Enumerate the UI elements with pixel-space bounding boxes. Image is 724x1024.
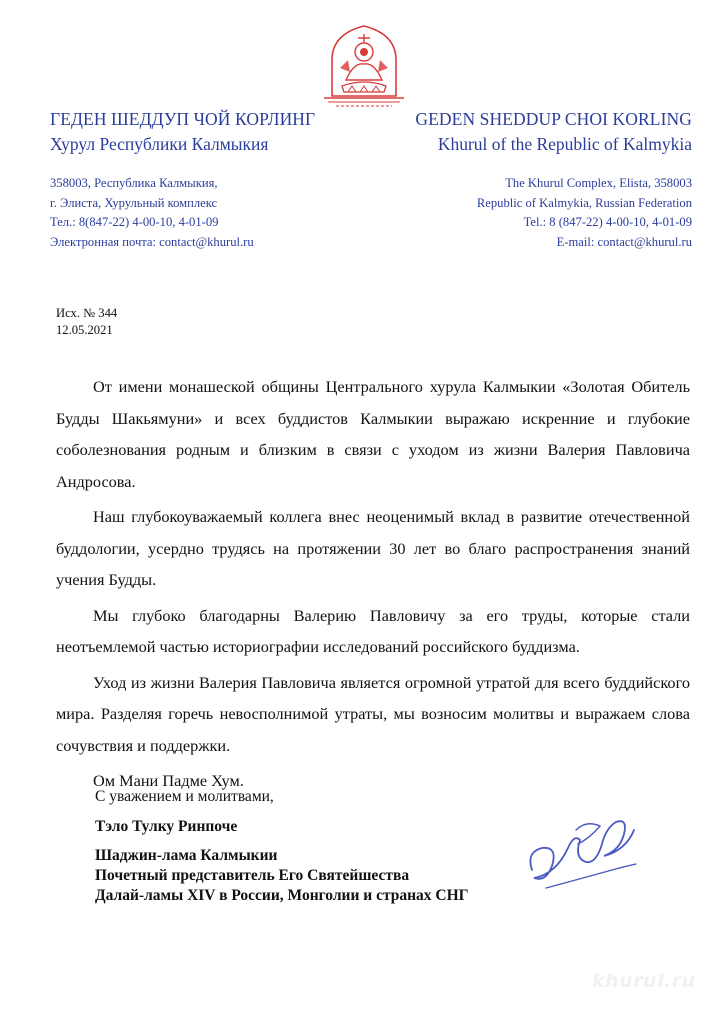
address-left-email: Электронная почта: contact@khurul.ru <box>50 234 254 249</box>
closing-salutation: С уважением и молитвами, <box>95 788 274 805</box>
address-left-line: Тел.: 8(847-22) 4-00-10, 4-01-09 <box>50 215 219 230</box>
header-right-subtitle: Khurul of the Republic of Kalmykia <box>437 134 692 154</box>
header-left-title: ГЕДЕН ШЕДДУП ЧОЙ КОРЛИНГ <box>50 109 316 129</box>
address-right-line: The Khurul Complex, Elista, 358003 <box>505 176 692 190</box>
header-right-title: GEDEN SHEDDUP CHOI KORLING <box>415 109 692 129</box>
header-left-subtitle: Хурул Республики Калмыкия <box>50 134 269 154</box>
body-paragraph: От имени монашеской общины Центрального хурула Калмыкии «Золотая Обитель Будды Шакьямуни» и всех буддистов Калмыкии выражаю искренние и глубокие соболезнования родным и близким в связи с уходом из жизни Валерия Павловича Андросова. <box>56 377 690 491</box>
body-paragraph: Уход из жизни Валерия Павловича является огромной утратой для всего буддийского мира. Разделяя горечь невосполнимой утраты, мы возносим молитвы и выражаем слова сочувствия и поддержки. <box>56 672 690 755</box>
reference-number: Исх. № 344 <box>56 306 118 320</box>
address-right-line: Tel.: 8 (847-22) 4-00-10, 4-01-09 <box>523 215 692 230</box>
body-paragraph: Наш глубокоуважаемый коллега внес неоценимый вклад в развитие отечественной буддологии, усердно трудясь на протяжении 30 лет во благо распространения знаний учения Будды. <box>56 507 690 589</box>
address-right-email: E-mail: contact@khurul.ru <box>556 234 692 249</box>
address-left <box>50 174 254 252</box>
watermark-text: khurul.ru <box>592 970 696 992</box>
body-paragraph-mantra: Ом Мани Падме Хум. <box>93 771 244 790</box>
body-paragraph: Мы глубоко благодарны Валерию Павловичу за его труды, которые стали неотъемлемой частью историографии исследований российского буддизма. <box>56 605 690 656</box>
signer-name: Тэло Тулку Ринпоче <box>95 818 238 835</box>
address-right <box>477 174 692 252</box>
reference-block <box>56 305 117 339</box>
signer-titles <box>95 846 469 906</box>
address-right-line: Republic of Kalmykia, Russian Federation <box>476 195 692 210</box>
reference-date: 12.05.2021 <box>56 323 113 337</box>
signer-title-line: Далай-ламы XIV в России, Монголии и странах СНГ <box>95 887 469 904</box>
signer-title-line: Почетный представитель Его Святейшества <box>95 867 410 884</box>
address-left-line: г. Элиста, Хурульный комплекс <box>50 195 218 210</box>
letter-body <box>56 371 690 801</box>
signer-title-line: Шаджин-лама Калмыкии <box>95 847 278 864</box>
handwritten-signature-icon <box>516 800 646 900</box>
address-left-line: 358003, Республика Калмыкия, <box>50 176 218 190</box>
khurul-emblem-icon <box>318 20 410 108</box>
